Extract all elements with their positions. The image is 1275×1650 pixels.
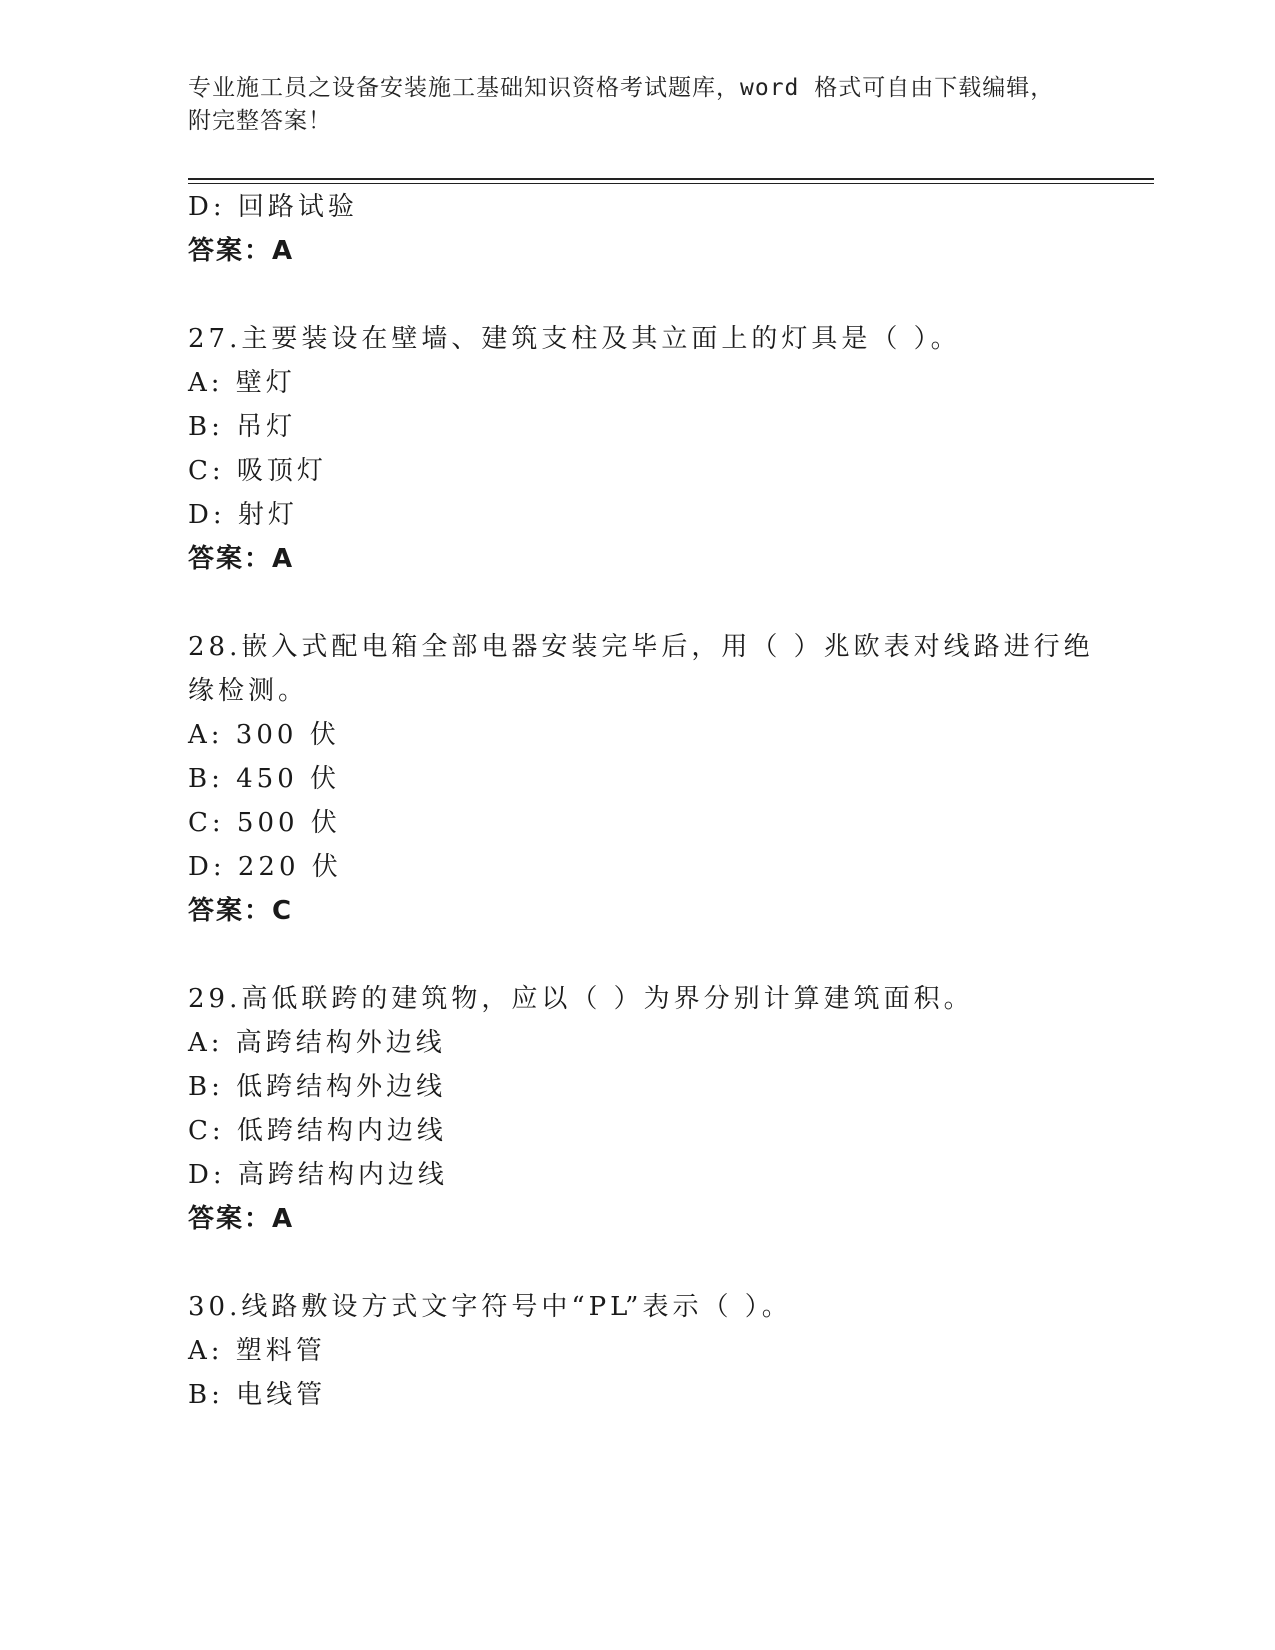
header-divider-thin	[188, 183, 1154, 184]
question-28-option-b: B: 450 伏	[188, 764, 341, 794]
header-line-2: 附完整答案！	[188, 108, 332, 134]
question-28-stem-line-1: 28.嵌入式配电箱全部电器安装完毕后，用（ ）兆欧表对线路进行绝	[188, 632, 1094, 662]
header-divider-thick	[188, 178, 1154, 180]
question-29-option-a: A: 高跨结构外边线	[188, 1028, 446, 1058]
question-29-option-b: B: 低跨结构外边线	[188, 1072, 447, 1102]
question-27-answer: 答案：A	[188, 544, 295, 574]
question-28-option-c: C: 500 伏	[188, 808, 341, 838]
header-line-1: 专业施工员之设备安装施工基础知识资格考试题库，word 格式可自由下载编辑，	[188, 75, 1055, 101]
question-30-stem: 30.线路敷设方式文字符号中“PL”表示（ ）。	[188, 1292, 792, 1322]
prev-option-d: D: 回路试验	[188, 192, 358, 222]
question-27-option-b: B: 吊灯	[188, 412, 297, 442]
question-30-option-b: B: 电线管	[188, 1380, 327, 1410]
question-29-answer: 答案：A	[188, 1204, 295, 1234]
question-27-option-d: D: 射灯	[188, 500, 298, 530]
question-30-option-a: A: 塑料管	[188, 1336, 326, 1366]
question-27-stem: 27.主要装设在壁墙、建筑支柱及其立面上的灯具是（ ）。	[188, 324, 961, 354]
question-29-stem: 29.高低联跨的建筑物，应以（ ）为界分别计算建筑面积。	[188, 984, 974, 1014]
prev-answer: 答案：A	[188, 236, 295, 266]
question-28-option-d: D: 220 伏	[188, 852, 342, 882]
question-29-option-c: C: 低跨结构内边线	[188, 1116, 447, 1146]
question-27-option-a: A: 壁灯	[188, 368, 296, 398]
question-28-stem-line-2: 缘检测。	[188, 676, 309, 706]
document-header	[188, 72, 1068, 138]
question-28-option-a: A: 300 伏	[188, 720, 340, 750]
question-29-option-d: D: 高跨结构内边线	[188, 1160, 448, 1190]
question-28-answer: 答案：C	[188, 896, 294, 926]
question-27-option-c: C: 吸顶灯	[188, 456, 327, 486]
